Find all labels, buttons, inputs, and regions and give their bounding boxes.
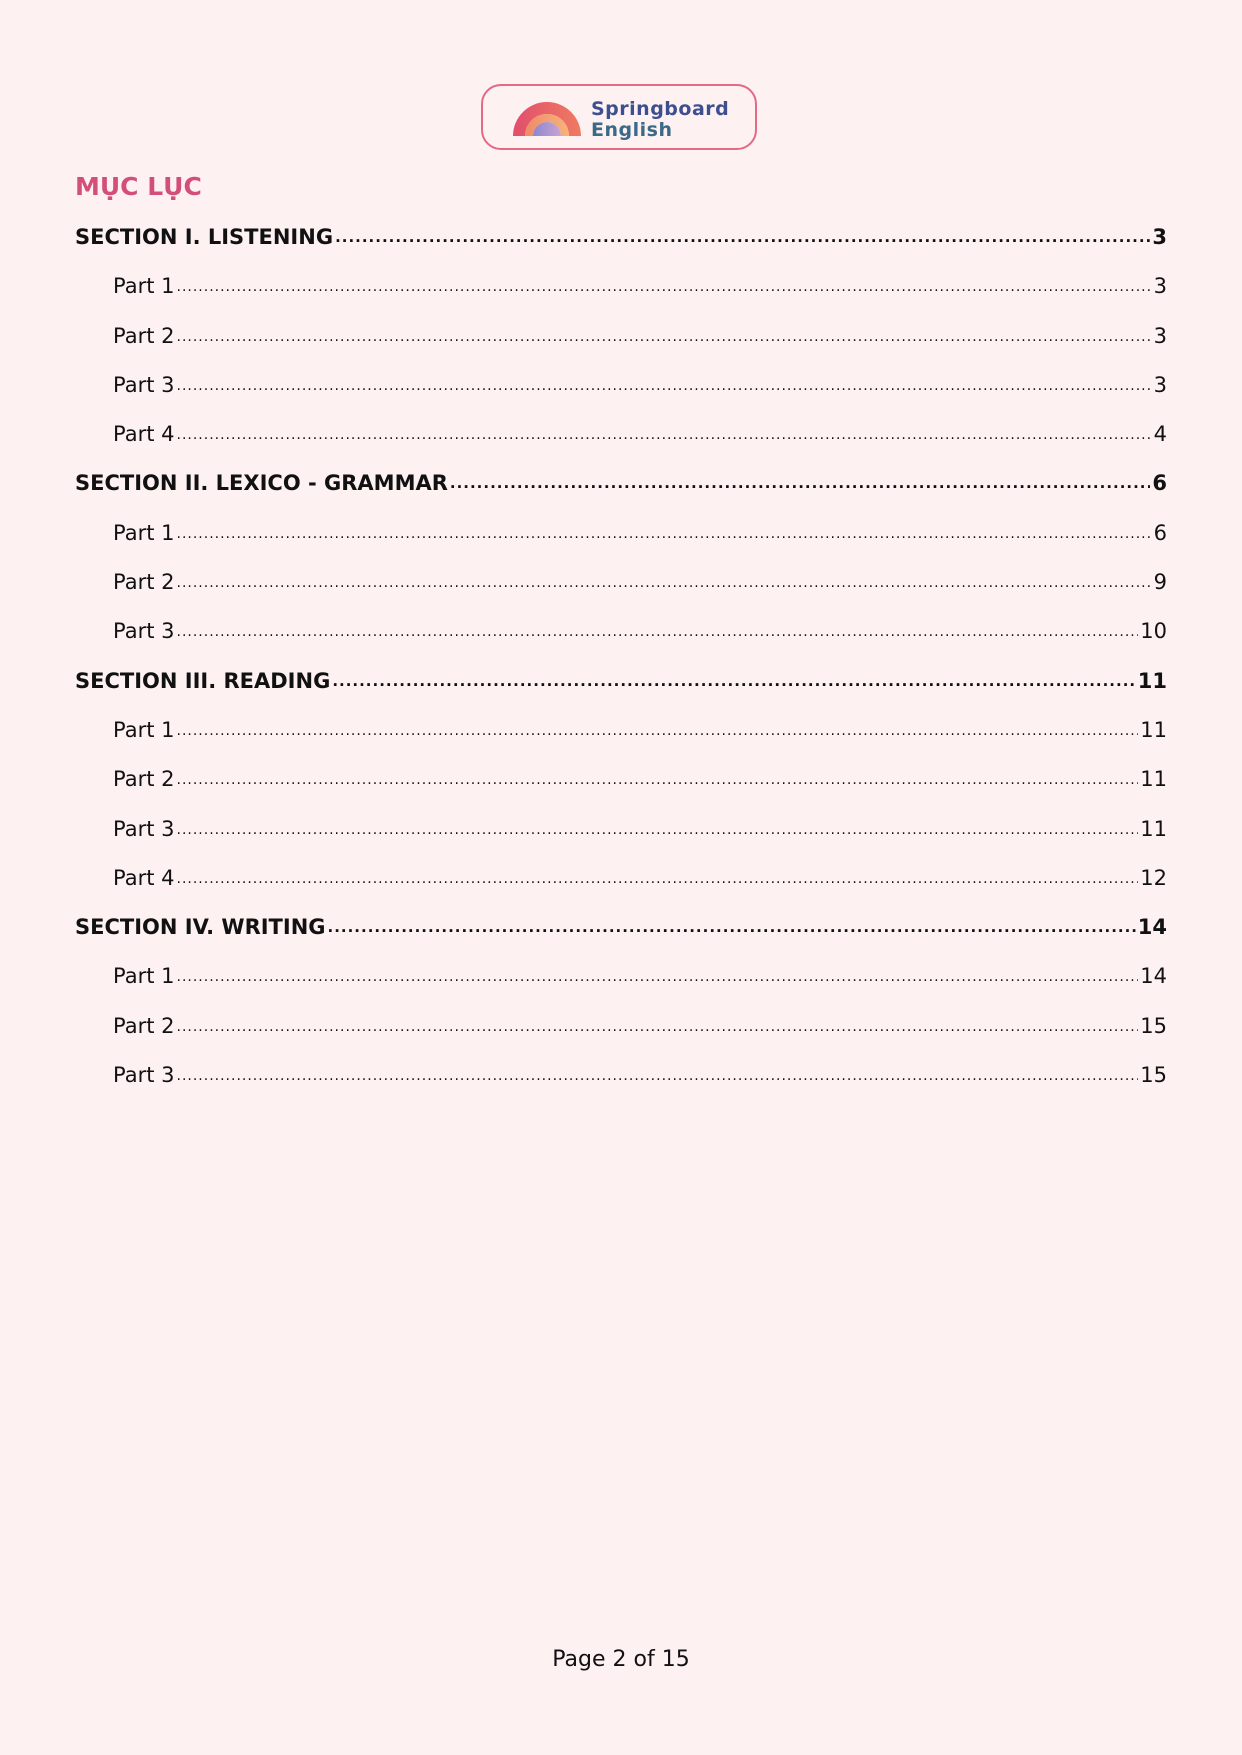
- toc-entry-page-number: 11: [1140, 717, 1167, 742]
- toc-dot-leader: [177, 378, 1152, 394]
- toc-part-entry[interactable]: [75, 570, 1167, 619]
- toc-entry-page-number: 3: [1153, 274, 1167, 299]
- toc-entry-page-number: 9: [1153, 570, 1167, 595]
- toc-dot-leader: [177, 723, 1139, 739]
- toc-part-entry[interactable]: [75, 373, 1167, 422]
- toc-entry-label: Part 2: [113, 1013, 175, 1038]
- toc-entry-label: Part 2: [113, 570, 175, 595]
- toc-entry-page-number: 14: [1137, 915, 1167, 940]
- toc-entry-label: SECTION II. LEXICO - GRAMMAR: [75, 471, 448, 496]
- toc-dot-leader: [335, 228, 1150, 246]
- toc-dot-leader: [332, 672, 1135, 690]
- toc-entry-label: SECTION III. READING: [75, 668, 331, 693]
- toc-dot-leader: [177, 279, 1152, 295]
- toc-dot-leader: [177, 1068, 1139, 1084]
- toc-entry-label: Part 1: [113, 274, 175, 299]
- toc-dot-leader: [177, 329, 1152, 345]
- toc-section-entry[interactable]: [75, 669, 1167, 718]
- toc-entry-label: Part 2: [113, 767, 175, 792]
- toc-part-entry[interactable]: [75, 866, 1167, 915]
- toc-part-entry[interactable]: [75, 1063, 1167, 1112]
- toc-dot-leader: [177, 526, 1152, 542]
- toc-entry-page-number: 3: [1153, 323, 1167, 348]
- toc-entry-label: Part 1: [113, 717, 175, 742]
- toc-entry-label: Part 4: [113, 422, 175, 447]
- toc-entry-page-number: 3: [1152, 225, 1167, 249]
- toc-section-entry[interactable]: [75, 471, 1167, 520]
- logo-line-1: Springboard: [591, 98, 730, 120]
- toc-entry-label: Part 2: [113, 323, 175, 348]
- toc-entry-label: Part 3: [113, 372, 175, 397]
- toc-title: MỤC LỤC: [75, 172, 202, 201]
- toc-dot-leader: [177, 624, 1139, 640]
- toc-dot-leader: [177, 427, 1152, 443]
- toc-part-entry[interactable]: [75, 324, 1167, 373]
- rainbow-arch-icon: [511, 96, 583, 140]
- toc-part-entry[interactable]: [75, 619, 1167, 668]
- toc-part-entry[interactable]: [75, 274, 1167, 323]
- toc-part-entry[interactable]: [75, 521, 1167, 570]
- toc-entry-page-number: 3: [1153, 372, 1167, 397]
- toc-part-entry[interactable]: [75, 422, 1167, 471]
- toc-section-entry[interactable]: [75, 915, 1167, 964]
- page-footer: Page 2 of 15: [552, 1647, 690, 1672]
- toc-entry-label: Part 3: [113, 1063, 175, 1088]
- toc-entry-page-number: 4: [1153, 422, 1167, 447]
- toc-part-entry[interactable]: [75, 1014, 1167, 1063]
- toc-dot-leader: [177, 575, 1152, 591]
- toc-entry-page-number: 6: [1153, 520, 1167, 545]
- toc-entry-page-number: 15: [1140, 1063, 1167, 1088]
- toc-entry-page-number: 12: [1140, 865, 1167, 890]
- toc-dot-leader: [450, 474, 1150, 492]
- toc-dot-leader: [177, 822, 1139, 838]
- toc-part-entry[interactable]: [75, 817, 1167, 866]
- logo-line-2: English: [591, 119, 673, 141]
- toc-entry-page-number: 15: [1140, 1013, 1167, 1038]
- toc-entry-label: Part 1: [113, 520, 175, 545]
- toc-entry-page-number: 14: [1140, 964, 1167, 989]
- toc-dot-leader: [177, 871, 1139, 887]
- toc-dot-leader: [177, 1019, 1139, 1035]
- toc-part-entry[interactable]: [75, 718, 1167, 767]
- toc-entry-page-number: 11: [1140, 816, 1167, 841]
- toc-dot-leader: [177, 772, 1139, 788]
- springboard-english-logo: [481, 84, 757, 150]
- toc-part-entry[interactable]: [75, 767, 1167, 816]
- toc-dot-leader: [328, 918, 1136, 936]
- toc-entry-label: Part 1: [113, 964, 175, 989]
- toc-dot-leader: [177, 969, 1139, 985]
- logo-wordmark: [591, 99, 729, 141]
- toc-part-entry[interactable]: [75, 964, 1167, 1013]
- toc-entry-page-number: 11: [1137, 668, 1167, 693]
- toc-entry-label: SECTION I. LISTENING: [75, 225, 334, 249]
- toc-entry-label: Part 3: [113, 816, 175, 841]
- table-of-contents: [75, 225, 1167, 1112]
- toc-entry-page-number: 10: [1140, 619, 1167, 644]
- toc-entry-label: Part 4: [113, 865, 175, 890]
- toc-entry-page-number: 6: [1152, 471, 1167, 496]
- toc-entry-page-number: 11: [1140, 767, 1167, 792]
- toc-section-entry[interactable]: [75, 225, 1167, 274]
- toc-entry-label: Part 3: [113, 619, 175, 644]
- toc-entry-label: SECTION IV. WRITING: [75, 915, 326, 940]
